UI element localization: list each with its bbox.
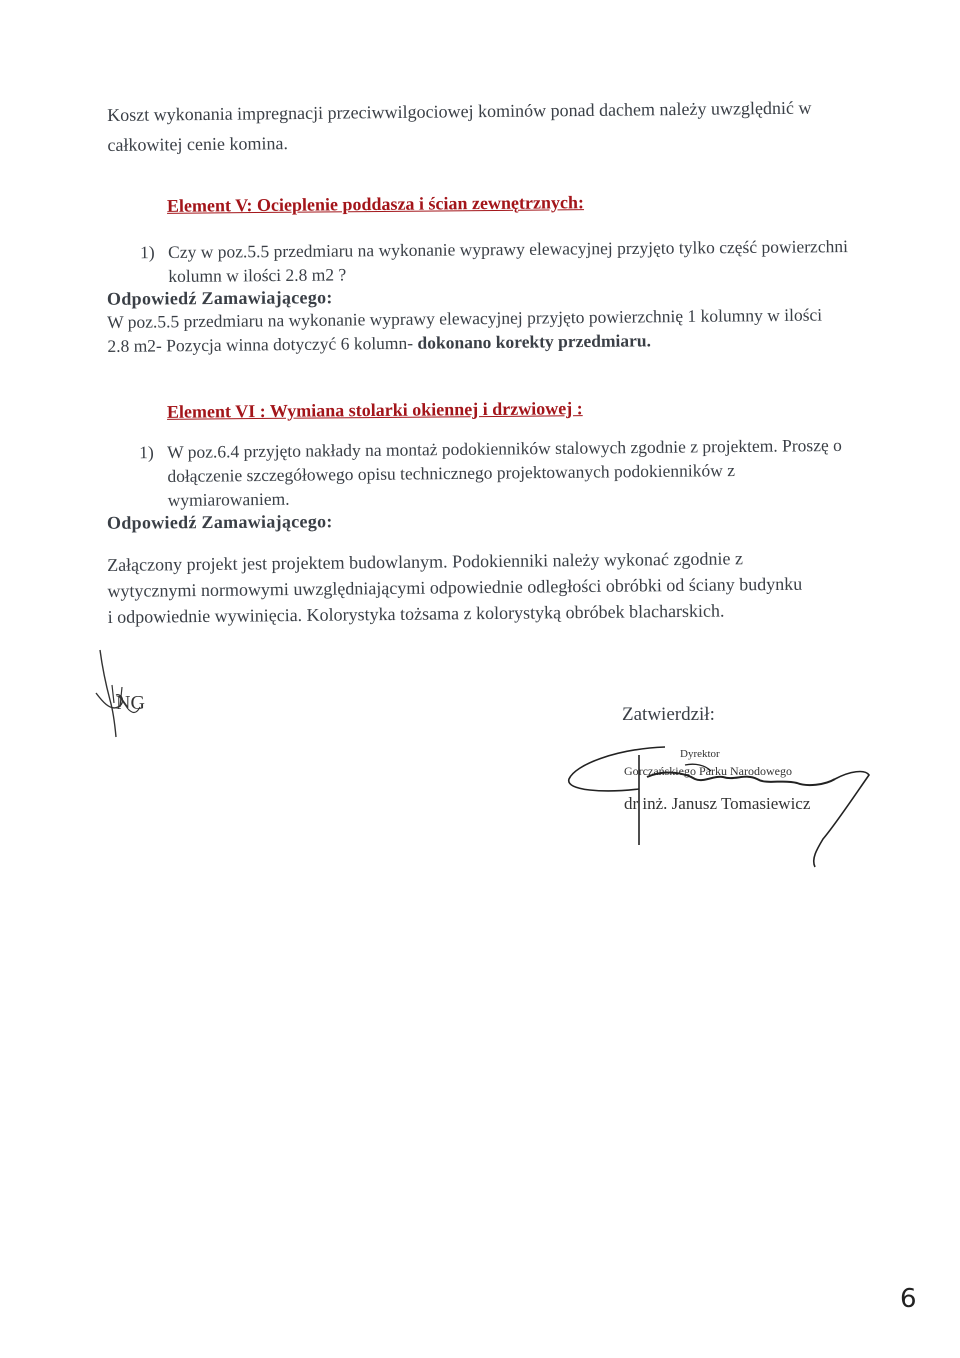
stamp-title: Dyrektor xyxy=(680,748,720,760)
section-5-answer xyxy=(107,302,827,358)
question-text: W poz.6.4 przyjęto nakłady na montaż podokienników stalowych zgodnie z projektem. Proszę o dołączenie szczegółowego opisu technicznego projektowanych podokienników z wymiarowaniem. xyxy=(167,434,842,510)
initials-mark xyxy=(92,645,162,745)
answer-text: W poz.5.5 przedmiaru na wykonanie wyprawy elewacyjnej przyjęto powierzchnię 1 kolumny w ilości 2.8 m2- Pozycja winna dotyczyć 6 kolumn- xyxy=(107,304,823,356)
question-text: Czy w poz.5.5 przedmiaru na wykonanie wyprawy elewacyjnej przyjęto tylko część powierzchni kolumn w ilości 2.8 m2 ? xyxy=(168,236,848,286)
intro-paragraph: Koszt wykonania impregnacji przeciwwilgociowej kominów ponad dachem należy uwzględnić w całkowitej cenie komina. xyxy=(107,97,812,155)
stamp-name: dr inż. Janusz Tomasiewicz xyxy=(624,794,811,813)
section-6-title: Element VI : Wymiana stolarki okiennej i drzwiowej : xyxy=(166,398,583,422)
section-6-answer-label: Odpowiedź Zamawiającego: xyxy=(106,511,333,533)
section-5-answer-label: Odpowiedź Zamawiającego: xyxy=(106,287,333,309)
stamp-organization: Gorczańskiego Parku Narodowego xyxy=(624,764,792,778)
approval-label: Zatwierdził: xyxy=(622,704,715,725)
section-5-question xyxy=(140,234,858,288)
section-5-title: Element V: Ocieplenie poddasza i ścian zewnętrznych: xyxy=(166,192,585,216)
section-6-question xyxy=(139,433,848,512)
section-6-answer: Załączony projekt jest projektem budowlanym. Podokienniki należy wykonać zgodnie z wytycznymi normowymi uwzględniającymi odpowiednie odległości obróbki od ściany budynku i odpowiednie wywinięcia. Kolorystyka tożsama z kolorystyką obróbek blacharskich. xyxy=(107,548,803,627)
signature xyxy=(535,735,875,895)
initials-text: NG xyxy=(116,692,145,714)
answer-bold-text: dokonano korekty przedmiaru. xyxy=(417,330,652,353)
question-number: 1) xyxy=(140,242,155,263)
question-number: 1) xyxy=(139,442,154,463)
page-number: 6 xyxy=(900,1284,917,1314)
